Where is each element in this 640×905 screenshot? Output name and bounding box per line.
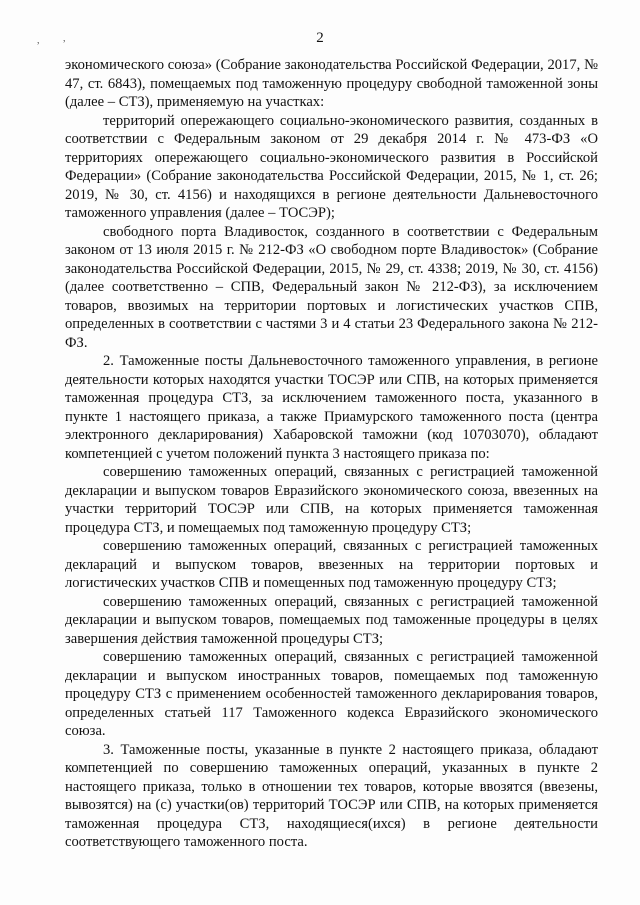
scan-artifact-mark: , xyxy=(37,35,40,46)
body-paragraph: 2. Таможенные посты Дальневосточного таможенного управления, в регионе деятельности которых находятся участки ТОСЭР или СПВ, на которых применяется таможенная процедура СТЗ, за исключением таможенного поста, указанного в пункте 1 настоящего приказа, а также Приамурского таможенного поста (центра электронного декларирования) Хабаровской таможни (код 10703070), обладают компетенцией с учетом положений пункта 3 настоящего приказа по: xyxy=(65,353,598,462)
body-paragraph: 3. Таможенные посты, указанные в пункте 2 настоящего приказа, обладают компетенцией по совершению таможенных операций, указанных в пункте 2 настоящего приказа, только в отношении тех товаров, которые ввозятся (ввезены, вывозятся) на (с) участки(ов) территорий ТОСЭР или СПВ, на которых применяется таможенная процедура СТЗ, находящиеся(ихся) в регионе деятельности соответствующего таможенного поста. xyxy=(65,741,598,850)
body-paragraph: совершению таможенных операций, связанных с регистрацией таможенной декларации и выпуском товаров, помещаемых под таможенные процедуры в целях завершения действия таможенной процедуры СТЗ; xyxy=(65,593,598,647)
body-paragraph: экономического союза» (Собрание законодательства Российской Федерации, 2017, № 47, ст. 6843), помещаемых под таможенную процедуру свободной таможенной зоны (далее – СТЗ), применяемую на участках: xyxy=(65,57,598,110)
body-paragraph: свободного порта Владивосток, созданного в соответствии с Федеральным законом от 13 июля 2015 г. № 212-ФЗ «О свободном порте Владивосток» (Собрание законодательства Российской Федерации, 2015, № 29, ст. 4338; 2019, № 30, ст. 4156) (далее соответственно – СПВ, Федеральный закон № 212-ФЗ), за исключением товаров, ввозимых на территории портовых и логистических участков СПВ, определенных в соответствии с частями 3 и 4 статьи 23 Федерального закона № 212-ФЗ. xyxy=(65,223,598,351)
body-paragraph: совершению таможенных операций, связанных с регистрацией таможенной декларации и выпуском товаров Евразийского экономического союза, ввезенных на участки территорий ТОСЭР или СПВ, на которых применяется таможенная процедура СТЗ, и помещаемых под таможенную процедуру СТЗ; xyxy=(65,464,598,536)
page-number: 2 xyxy=(316,30,324,46)
body-paragraph: территорий опережающего социально-экономического развития, созданных в соответствии с Федеральным законом от 29 декабря 2014 г. № 473-ФЗ «О территориях опережающего социально-экономического развития в Российской Федерации» (Собрание законодательства Российской Федерации, 2015, № 1, ст. 26; 2019, № 30, ст. 4156) и находящихся в регионе деятельности Дальневосточного таможенного управления (далее – ТОСЭР); xyxy=(65,112,598,221)
document-body xyxy=(65,56,598,852)
scan-artifact-mark: , xyxy=(63,33,66,44)
body-paragraph: совершению таможенных операций, связанных с регистрацией таможенной декларации и выпуском иностранных товаров, помещаемых под таможенную процедуру СТЗ с применением особенностей таможенного декларирования товаров, определенных статьей 117 Таможенного кодекса Евразийского экономического союза. xyxy=(65,649,598,739)
body-paragraph: совершению таможенных операций, связанных с регистрацией таможенных деклараций и выпуском товаров, ввезенных на территории портовых и логистических участков СПВ и помещенных под таможенную процедуру СТЗ; xyxy=(65,538,598,591)
